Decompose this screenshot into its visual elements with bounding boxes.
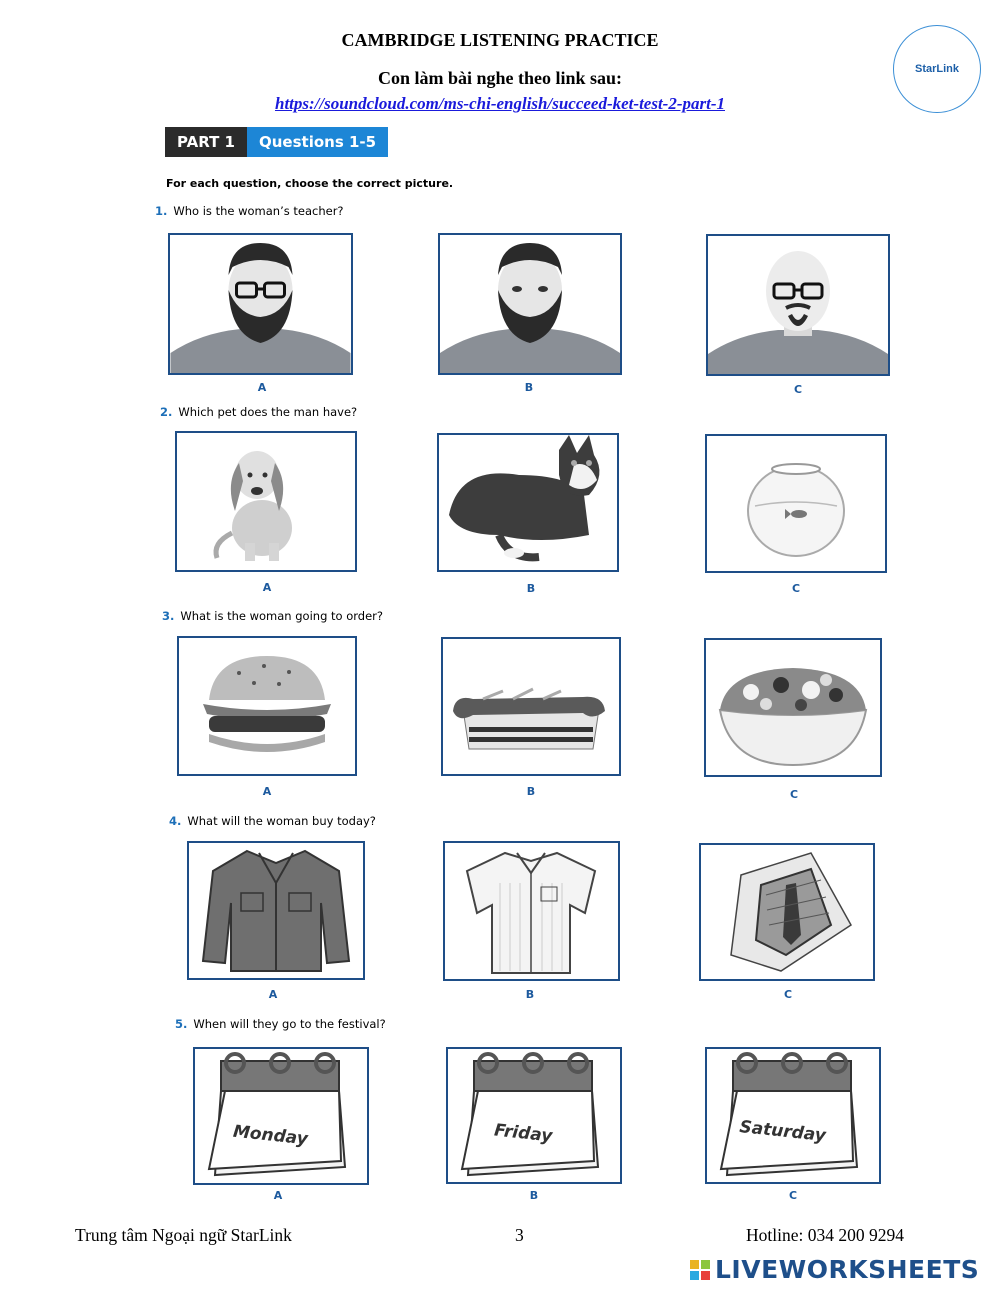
audio-link[interactable]: https://soundcloud.com/ms-chi-english/succeed-ket-test-2-part-1	[274, 94, 725, 113]
q2-label-c: C	[791, 582, 801, 595]
footer-center-name: Trung tâm Ngoại ngữ StarLink	[75, 1225, 292, 1245]
q3-option-a-image[interactable]	[177, 636, 357, 776]
q1-label-c: C	[793, 383, 803, 396]
shirt-icon	[445, 843, 618, 979]
q1-label-a: A	[257, 381, 267, 394]
shirt-and-tie-icon	[701, 845, 873, 979]
q3-label-b: B	[526, 785, 536, 798]
q5-label-c: C	[788, 1189, 798, 1202]
page-number: 3	[515, 1225, 524, 1245]
q3-option-b-image[interactable]	[441, 637, 621, 776]
liveworksheets-brand	[690, 1255, 979, 1284]
question-1	[155, 204, 344, 218]
question-2	[160, 405, 357, 419]
part-badge	[165, 127, 388, 157]
q2-option-b-image[interactable]	[437, 433, 619, 572]
hotdog-icon	[443, 639, 619, 774]
question-text: What is the woman going to order?	[180, 609, 383, 623]
page-title: CAMBRIDGE LISTENING PRACTICE	[341, 30, 659, 50]
question-4	[169, 814, 376, 828]
question-text: Who is the woman’s teacher?	[173, 204, 344, 218]
question-text: Which pet does the man have?	[178, 405, 358, 419]
q2-label-a: A	[262, 581, 272, 594]
goldfish-bowl-icon	[707, 436, 885, 571]
q1-option-b-image[interactable]	[438, 233, 622, 375]
calendar-friday-icon	[448, 1049, 620, 1182]
q5-option-a-image[interactable]	[193, 1047, 369, 1185]
question-number: 5.	[175, 1017, 188, 1031]
jacket-icon	[189, 843, 363, 978]
q5-option-c-image[interactable]	[705, 1047, 881, 1184]
day-label: Friday	[493, 1120, 554, 1147]
question-number: 3.	[162, 609, 175, 623]
q4-option-c-image[interactable]	[699, 843, 875, 981]
q5-option-b-image[interactable]	[446, 1047, 622, 1184]
part-label: PART 1	[165, 127, 247, 157]
q4-label-a: A	[268, 988, 278, 1001]
question-number: 4.	[169, 814, 182, 828]
logo-text: StarLink	[914, 63, 959, 75]
starlink-logo	[893, 25, 981, 113]
question-text: What will the woman buy today?	[187, 814, 376, 828]
q2-option-c-image[interactable]	[705, 434, 887, 573]
q2-label-b: B	[526, 582, 536, 595]
calendar-monday-icon	[195, 1049, 367, 1183]
page-subtitle: Con làm bài nghe theo link sau:	[377, 68, 623, 88]
q3-label-a: A	[262, 785, 272, 798]
liveworksheets-icon	[690, 1260, 710, 1280]
instruction: For each question, choose the correct picture.	[166, 177, 454, 190]
q4-option-a-image[interactable]	[187, 841, 365, 980]
footer-hotline: Hotline: 034 200 9294	[746, 1225, 904, 1245]
q3-option-c-image[interactable]	[704, 638, 882, 777]
bald-man-goatee-icon	[708, 236, 888, 374]
q1-label-b: B	[524, 381, 534, 394]
day-label: Saturday	[738, 1117, 827, 1146]
q5-label-a: A	[273, 1189, 283, 1202]
q3-label-c: C	[789, 788, 799, 801]
question-text: When will they go to the festival?	[193, 1017, 386, 1031]
question-5	[175, 1017, 386, 1031]
q1-option-c-image[interactable]	[706, 234, 890, 376]
bearded-man-icon	[440, 235, 620, 373]
bearded-man-glasses-icon	[170, 235, 351, 373]
part-questions: Questions 1-5	[247, 127, 388, 157]
brand-text: LIVEWORKSHEETS	[715, 1255, 980, 1284]
dog-icon	[177, 433, 355, 570]
calendar-saturday-icon	[707, 1049, 879, 1182]
q1-option-a-image[interactable]	[168, 233, 353, 375]
question-3	[162, 609, 383, 623]
q5-label-b: B	[529, 1189, 539, 1202]
question-number: 1.	[155, 204, 168, 218]
q4-label-c: C	[783, 988, 793, 1001]
q4-option-b-image[interactable]	[443, 841, 620, 981]
q2-option-a-image[interactable]	[175, 431, 357, 572]
question-number: 2.	[160, 405, 173, 419]
day-label: Monday	[232, 1121, 309, 1150]
salad-bowl-icon	[706, 640, 880, 775]
cat-icon	[439, 435, 617, 570]
burger-icon	[179, 638, 355, 774]
q4-label-b: B	[525, 988, 535, 1001]
